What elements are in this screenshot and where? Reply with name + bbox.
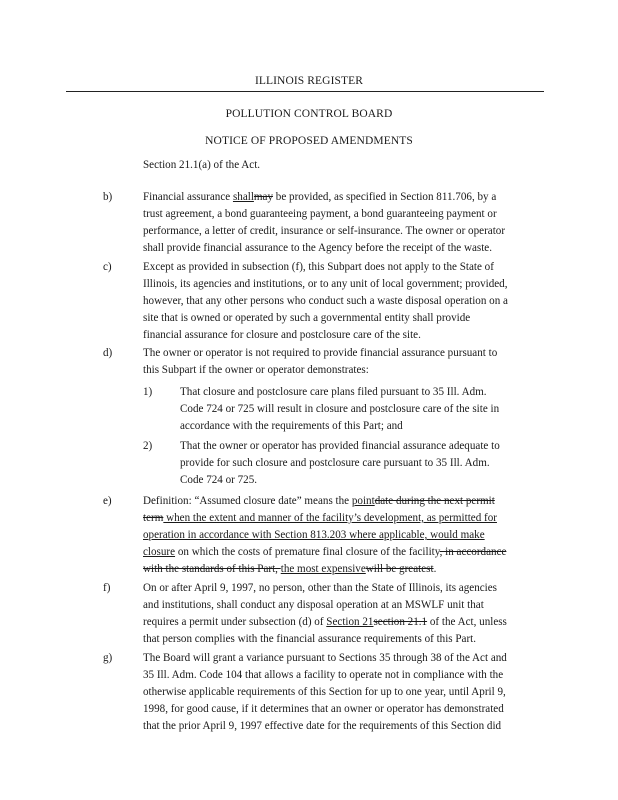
intro-line: Section 21.1(a) of the Act. bbox=[143, 159, 261, 171]
paragraph-line bbox=[143, 189, 496, 206]
deleted-text: , in accordance bbox=[439, 546, 507, 558]
paragraph-line: site that is owned or operated by such a governmental entity shall provide bbox=[143, 312, 471, 324]
text-run: Financial assurance bbox=[143, 191, 233, 203]
deleted-text: with the standards of this Part, bbox=[143, 563, 281, 575]
paragraph-line: That closure and postclosure care plans filed pursuant to 35 Ill. Adm. bbox=[180, 386, 487, 398]
paragraph-line: Except as provided in subsection (f), this Subpart does not apply to the State of bbox=[143, 261, 494, 273]
paragraph-line: trust agreement, a bond guaranteeing payment, a bond guaranteeing payment or bbox=[143, 208, 497, 220]
paragraph-line: accordance with the requirements of this Part; and bbox=[180, 420, 403, 432]
paragraph-line: that person complies with the financial assurance requirements of this Part. bbox=[143, 633, 477, 645]
deleted-text: will be greatest bbox=[365, 563, 434, 575]
inserted-text: the most expensive bbox=[280, 563, 366, 575]
register-title: ILLINOIS REGISTER bbox=[254, 75, 364, 87]
paragraph-line: Code 724 or 725. bbox=[180, 474, 258, 486]
section-label: d) bbox=[103, 347, 113, 359]
paragraph-line: That the owner or operator has provided financial assurance adequate to bbox=[180, 440, 500, 452]
text-run: Definition: “Assumed closure date” means the bbox=[143, 495, 352, 507]
paragraph-line: 1998, for good cause, if it determines that an owner or operator has demonstrated bbox=[143, 703, 504, 715]
text-run: requires a permit under subsection (d) of bbox=[143, 616, 327, 628]
paragraph-line bbox=[143, 614, 507, 631]
paragraph-line: otherwise applicable requirements of this Section for up to one year, until April 9, bbox=[143, 686, 506, 698]
inserted-text: shall bbox=[232, 191, 254, 203]
paragraph-line bbox=[143, 561, 436, 578]
inserted-text: closure bbox=[143, 546, 176, 558]
paragraph-line: Illinois, its agencies and institutions, or to any unit of local government; provided, bbox=[143, 278, 508, 290]
text-run: on which the costs of premature final closure of the facility bbox=[175, 546, 440, 558]
paragraph-line: performance, a letter of credit, insurance or self-insurance. The owner or operator bbox=[143, 225, 506, 237]
paragraph-line: The Board will grant a variance pursuant to Sections 35 through 38 of the Act and bbox=[143, 652, 507, 664]
paragraph-line: and institutions, shall conduct any disposal operation at an MSWLF unit that bbox=[143, 599, 484, 611]
inserted-text: when the extent and manner of the facility’s development, as permitted for bbox=[163, 512, 497, 524]
text-run: of the Act, unless bbox=[427, 616, 507, 628]
paragraph-line: however, that any other persons who conduct such a waste disposal operation on a bbox=[143, 295, 508, 307]
paragraph-line bbox=[143, 493, 495, 510]
paragraph-line: this Subpart if the owner or operator demonstrates: bbox=[143, 364, 369, 376]
paragraph-line: On or after April 9, 1997, no person, other than the State of Illinois, its agencies bbox=[143, 582, 497, 594]
deleted-text: term bbox=[143, 512, 164, 524]
inserted-text: operation in accordance with Section 813.203 where applicable, would make bbox=[143, 529, 485, 541]
item-label: 2) bbox=[143, 440, 153, 452]
paragraph-line: that the prior April 9, 1997 effective date for the requirements of this Section did bbox=[143, 720, 502, 732]
paragraph-line: 35 Ill. Adm. Code 104 that allows a facility to operate not in compliance with the bbox=[143, 669, 504, 681]
paragraph-line: Code 724 or 725 will result in closure and postclosure care of the site in bbox=[180, 403, 500, 415]
item-label: 1) bbox=[143, 386, 153, 398]
inserted-text: point bbox=[351, 495, 375, 507]
section-label: g) bbox=[103, 652, 113, 664]
section-label: e) bbox=[103, 495, 112, 507]
text-run: . bbox=[433, 563, 437, 575]
section-label: c) bbox=[103, 261, 112, 273]
text-run: be provided, as specified in Section 811.706, by a bbox=[273, 191, 497, 203]
section-label: f) bbox=[103, 582, 111, 594]
deleted-text: section 21.1 bbox=[373, 616, 428, 628]
board-title: POLLUTION CONTROL BOARD bbox=[225, 108, 393, 120]
deleted-text: may bbox=[253, 191, 274, 203]
header-rule bbox=[66, 91, 544, 92]
paragraph-line: The owner or operator is not required to provide financial assurance pursuant to bbox=[143, 347, 498, 359]
deleted-text: date during the next permit bbox=[374, 495, 495, 507]
section-label: b) bbox=[103, 191, 113, 203]
paragraph-line: shall provide financial assurance to the Agency before the receipt of the waste. bbox=[143, 242, 493, 254]
paragraph-line bbox=[143, 527, 485, 544]
paragraph-line bbox=[143, 544, 506, 561]
paragraph-line bbox=[143, 510, 497, 527]
paragraph-line: provide for such closure and postclosure care pursuant to 35 Ill. Adm. bbox=[180, 457, 490, 469]
paragraph-line: financial assurance for closure and postclosure care of the site. bbox=[143, 329, 421, 341]
notice-title: NOTICE OF PROPOSED AMENDMENTS bbox=[205, 135, 413, 147]
inserted-text: Section 21 bbox=[326, 616, 374, 628]
